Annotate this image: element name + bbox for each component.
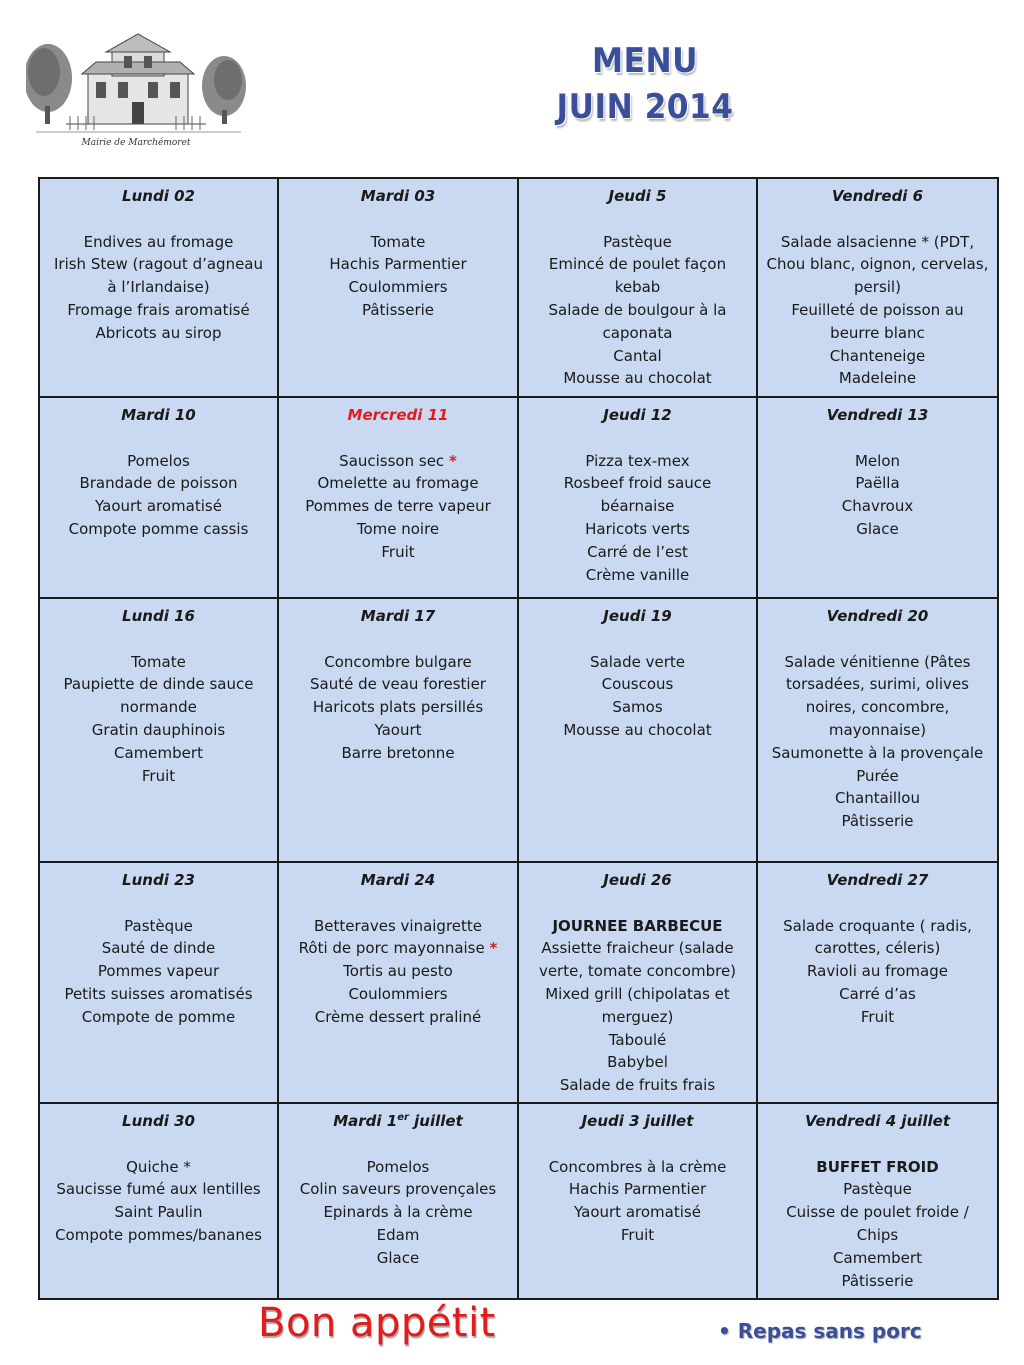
menu-item: Salade alsacienne * (PDT, Chou blanc, oignon, cervelas, persil) <box>766 232 989 297</box>
menu-item: Assiette fraicheur (salade verte, tomate concombre) <box>538 939 737 981</box>
menu-item: Chanteneige <box>829 346 926 365</box>
day-heading-sup: er <box>397 1112 409 1123</box>
menu-table <box>38 177 999 1300</box>
menu-item: Saumonette à la provençale <box>771 743 984 762</box>
day-heading: Lundi 16 <box>122 607 195 625</box>
menu-item: Salade de fruits frais <box>559 1076 716 1095</box>
menu-item: Coulommiers <box>348 278 448 297</box>
day-heading: Lundi 02 <box>122 187 195 205</box>
menu-item: Tomate <box>131 652 186 671</box>
menu-item: Compote pommes/bananes <box>55 1225 262 1244</box>
menu-item: Epinards à la crème <box>323 1203 473 1222</box>
menu-item: Madeleine <box>838 369 917 388</box>
day-heading <box>287 1110 509 1133</box>
menu-item: Glace <box>376 1248 420 1267</box>
menu-item: Tortis au pesto <box>343 962 453 981</box>
menu-item: Rôti de porc mayonnaise * <box>298 939 498 958</box>
menu-item: Salade verte <box>590 652 685 671</box>
day-heading-prefix: Mardi 1 <box>333 1112 398 1130</box>
menu-item: Pastèque <box>124 916 193 935</box>
bon-appetit-text: Bon appétit <box>258 1300 496 1346</box>
menu-item-highlight: BUFFET FROID <box>816 1157 939 1176</box>
day-heading-suffix: juillet <box>408 1112 463 1130</box>
menu-item: Crème dessert praliné <box>314 1007 482 1026</box>
day-heading: Jeudi 5 <box>608 187 667 205</box>
day-cell <box>278 178 518 397</box>
day-cell <box>39 862 278 1103</box>
title-line-1: MENU <box>592 41 698 81</box>
menu-item: Fruit <box>141 766 176 785</box>
day-heading: Jeudi 26 <box>603 871 672 889</box>
menu-item: Pastèque <box>843 1180 912 1199</box>
menu-item: Hachis Parmentier <box>568 1180 707 1199</box>
menu-item: Pomelos <box>366 1157 430 1176</box>
week-row <box>39 598 998 862</box>
menu-item: Sauté de veau forestier <box>310 675 486 694</box>
day-cell <box>757 1103 998 1299</box>
menu-item: Sauté de dinde <box>101 939 216 958</box>
day-cell <box>39 598 278 862</box>
menu-item: Carré de l’est <box>587 542 688 561</box>
menu-item: Hachis Parmentier <box>329 255 467 274</box>
week-row <box>39 862 998 1103</box>
menu-item: Cuisse de poulet froide / Chips <box>786 1203 969 1244</box>
day-cell <box>39 1103 278 1299</box>
menu-item: Petits suisses aromatisés <box>64 984 253 1003</box>
menu-item: Concombres à la crème <box>548 1157 727 1176</box>
menu-item: Mousse au chocolat <box>563 369 712 388</box>
menu-item: Pastèque <box>603 232 672 251</box>
menu-item: Saucisse fumé aux lentilles <box>56 1180 261 1199</box>
no-pork-marker: * <box>489 939 498 958</box>
menu-item: Chantaillou <box>835 789 920 808</box>
menu-item: Pomelos <box>127 451 190 470</box>
day-cell <box>757 178 998 397</box>
menu-item: Pizza tex-mex <box>585 451 690 470</box>
menu-item: Haricots plats persillés <box>312 698 484 717</box>
menu-item: Tome noire <box>356 519 440 538</box>
day-heading: Vendredi 27 <box>826 871 929 889</box>
menu-item: Taboulé <box>608 1030 667 1049</box>
menu-item: Carré d’as <box>839 984 916 1003</box>
menu-item: Compote de pomme <box>81 1007 236 1026</box>
menu-item: Melon <box>854 451 901 470</box>
week-row <box>39 1103 998 1299</box>
town-hall-sketch-icon <box>26 28 246 138</box>
day-cell <box>518 178 757 397</box>
menu-item: Coulommiers <box>348 984 448 1003</box>
menu-item: Babybel <box>607 1053 668 1072</box>
menu-item: Saint Paulin <box>114 1203 203 1222</box>
menu-item: Tomate <box>370 232 426 251</box>
menu-item: Crème vanille <box>585 565 690 584</box>
day-heading: Vendredi 13 <box>826 406 929 424</box>
menu-item: Pâtisserie <box>841 1271 914 1290</box>
no-pork-note: • Repas sans porc <box>718 1319 922 1343</box>
menu-item: Rosbeef froid sauce béarnaise <box>563 474 712 516</box>
menu-item: Mousse au chocolat <box>563 720 712 739</box>
menu-item: Fruit <box>620 1225 655 1244</box>
menu-item: Endives au fromage <box>83 232 234 251</box>
menu-item: Salade vénitienne (Pâtes torsadées, surimi, olives noires, concombre, mayonnaise) <box>784 652 971 739</box>
day-heading: Lundi 23 <box>122 871 195 889</box>
day-cell <box>757 598 998 862</box>
menu-item: Concombre bulgare <box>324 652 472 671</box>
menu-item: Paupiette de dinde sauce normande <box>63 675 254 717</box>
menu-item: Glace <box>856 519 899 538</box>
week-row <box>39 397 998 598</box>
menu-item: Fruit <box>381 542 415 561</box>
day-heading: Lundi 30 <box>122 1112 195 1130</box>
menu-item: Yaourt <box>374 720 422 739</box>
menu-item: Betteraves vinaigrette <box>313 916 483 935</box>
menu-item: Couscous <box>601 675 674 694</box>
day-heading: Mardi 10 <box>121 406 196 424</box>
menu-item: Edam <box>376 1225 420 1244</box>
title-line-2: JUIN 2014 <box>556 87 734 127</box>
menu-item: Cantal <box>613 346 662 365</box>
menu-item: Chavroux <box>841 497 914 516</box>
menu-item: Compote pomme cassis <box>68 519 249 538</box>
menu-item: Barre bretonne <box>341 743 455 762</box>
day-heading: Jeudi 19 <box>603 607 672 625</box>
day-cell <box>518 862 757 1103</box>
page-title <box>545 38 745 130</box>
day-cell <box>518 1103 757 1299</box>
day-cell <box>278 397 518 598</box>
menu-item: Saucisson sec * <box>339 451 457 470</box>
menu-item: Quiche * <box>126 1157 191 1176</box>
day-heading: Mardi 24 <box>360 871 436 889</box>
logo-caption: Mairie de Marchémoret <box>81 138 191 148</box>
menu-item: Omelette au fromage <box>317 474 479 493</box>
menu-item: Abricots au sirop <box>95 323 222 342</box>
day-cell <box>518 397 757 598</box>
menu-item: Gratin dauphinois <box>91 720 226 739</box>
menu-item: Purée <box>856 766 899 785</box>
menu-item: Emincé de poulet façon kebab <box>548 255 727 297</box>
menu-item: Pommes de terre vapeur <box>305 497 491 516</box>
day-cell <box>518 598 757 862</box>
day-heading: Vendredi 6 <box>831 187 924 205</box>
day-cell <box>278 862 518 1103</box>
menu-item: Brandade de poisson <box>79 474 238 493</box>
town-hall-logo <box>26 28 246 154</box>
menu-item: Camembert <box>833 1248 922 1267</box>
menu-item: Mixed grill (chipolatas et merguez) <box>545 984 730 1026</box>
menu-item: Pommes vapeur <box>97 962 220 981</box>
day-heading: Vendredi 20 <box>826 607 929 625</box>
menu-item: Camembert <box>114 743 203 762</box>
day-heading: Mardi 17 <box>360 607 436 625</box>
day-cell <box>757 862 998 1103</box>
day-heading: Jeudi 12 <box>603 406 672 424</box>
menu-item: Irish Stew (ragout d’agneau à l’Irlandaise) <box>53 255 264 297</box>
day-cell <box>39 178 278 397</box>
menu-item: Fromage frais aromatisé <box>67 300 250 319</box>
day-heading: Vendredi 4 juillet <box>804 1112 951 1130</box>
menu-item-highlight: JOURNEE BARBECUE <box>552 916 723 935</box>
day-cell <box>39 397 278 598</box>
day-heading-holiday: Mercredi 11 <box>347 406 449 424</box>
day-heading: Jeudi 3 juillet <box>581 1112 694 1130</box>
menu-item: Yaourt aromatisé <box>574 1203 701 1222</box>
day-cell <box>278 1103 518 1299</box>
menu-item: Feuilleté de poisson au beurre blanc <box>791 300 964 342</box>
week-row <box>39 178 998 397</box>
day-cell <box>278 598 518 862</box>
menu-item: Salade croquante ( radis, carottes, céleris) <box>783 916 972 958</box>
menu-item: Samos <box>612 698 663 717</box>
no-pork-marker: * <box>448 451 457 470</box>
day-heading: Mardi 03 <box>360 187 436 205</box>
menu-item: Paëlla <box>855 474 900 493</box>
menu-item: Ravioli au fromage <box>807 962 948 981</box>
menu-item: Fruit <box>860 1007 895 1026</box>
menu-item: Salade de boulgour à la caponata <box>548 300 727 342</box>
menu-item: Yaourt aromatisé <box>95 497 222 516</box>
menu-item: Pâtisserie <box>841 812 914 831</box>
menu-item: Haricots verts <box>585 519 690 538</box>
menu-item: Colin saveurs provençales <box>299 1180 497 1199</box>
day-cell <box>757 397 998 598</box>
menu-item: Pâtisserie <box>361 300 435 319</box>
